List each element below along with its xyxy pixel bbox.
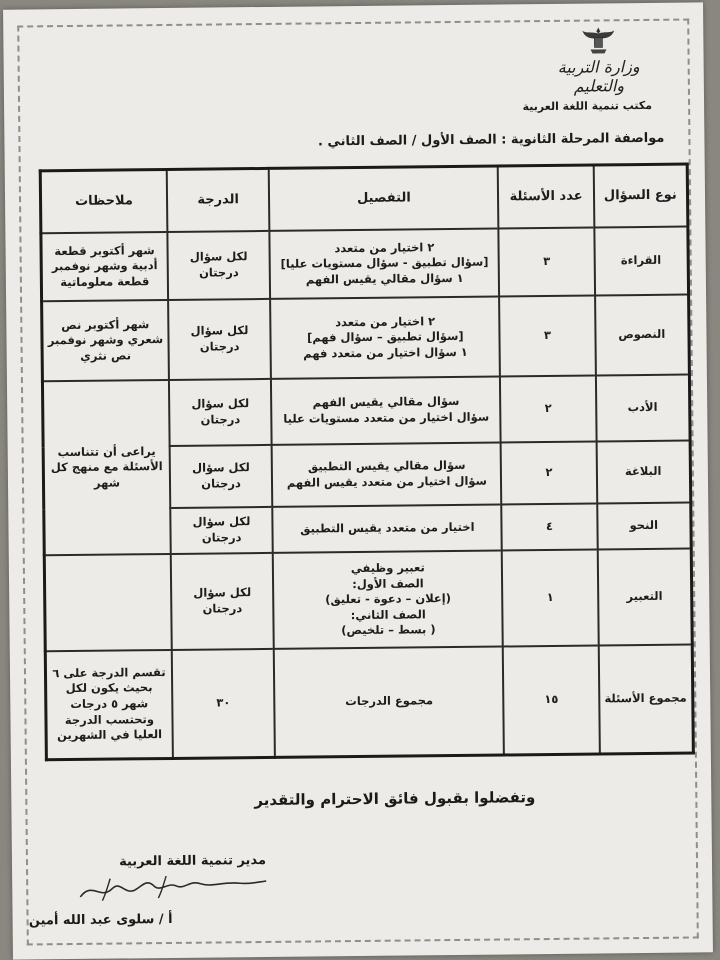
detail-line: [سؤال تطبيق - سؤال مستويات عليا] xyxy=(280,254,489,272)
detail-line: ١ سؤال مقالي يقيس الفهم xyxy=(305,270,464,287)
question-type: التعبير xyxy=(597,549,692,646)
table-row xyxy=(41,227,689,302)
grade: لكل سؤال درجتان xyxy=(170,445,273,508)
question-detail xyxy=(270,229,500,299)
detail-line: [سؤال تطبيق – سؤال فهم] xyxy=(306,329,464,345)
detail-line: ( بسط – تلخيص) xyxy=(341,622,436,638)
document-page xyxy=(3,2,713,959)
question-type: النحو xyxy=(597,503,691,550)
closing-line: وتفضلوا بقبول فائق الاحترام والتقدير xyxy=(254,788,536,810)
grade: لكل سؤال درجتان xyxy=(171,553,274,650)
question-count: ١ xyxy=(502,549,598,646)
question-count: ٢ xyxy=(500,376,596,443)
ministry-header xyxy=(533,25,664,98)
header-question-count: عدد الأسئلة xyxy=(498,165,594,228)
table-row xyxy=(44,549,692,652)
detail-line: سؤال مقالي يقيس الفهم xyxy=(312,394,460,410)
header-question-type: نوع السؤال xyxy=(593,164,688,227)
detail-line: الصف الأول: xyxy=(352,576,424,591)
header-detail: التفصيل xyxy=(269,166,499,231)
handwritten-signature xyxy=(72,869,272,907)
table-header-row xyxy=(40,164,688,233)
spec-table xyxy=(39,163,695,761)
grade: ٣٠ xyxy=(172,649,276,758)
detail-line: اختيار من متعدد يقيس التطبيق xyxy=(300,520,475,536)
question-type: مجموع الأسئلة xyxy=(598,645,693,754)
question-detail xyxy=(273,504,503,552)
notes: تقسم الدرجة على ٦ بحيث يكون لكل شهر ٥ درجات وتحتسب الدرجة العليا في الشهرين xyxy=(45,650,173,759)
question-count: ٢ xyxy=(501,442,597,505)
detail-line: سؤال مقالي يقيس التطبيق xyxy=(307,458,466,475)
detail-line: ٢ اختيار من متعدد xyxy=(335,313,436,329)
table-row xyxy=(42,375,690,448)
director-name: أ / سلوى عبد الله أمين xyxy=(28,911,173,929)
office-name: مكتب تنمية اللغة العربية xyxy=(522,98,653,114)
grade: لكل سؤال درجتان xyxy=(168,299,271,380)
notes: شهر أكتوبر نص شعري وشهر نوفمبر نص نثري xyxy=(42,300,169,381)
question-detail xyxy=(272,442,502,506)
detail-line: ١ سؤال اختيار من متعدد فهم xyxy=(303,344,468,361)
header-notes: ملاحظات xyxy=(40,169,167,233)
question-count: ٣ xyxy=(500,296,596,377)
grade: لكل سؤال درجتان xyxy=(169,379,272,446)
document-subtitle: مواصفة المرحلة الثانوية : الصف الأول / الصف الثاني . xyxy=(317,130,665,150)
question-type: البلاغة xyxy=(596,441,691,504)
detail-line: مجموع الدرجات xyxy=(345,693,434,709)
notes: شهر أكتوبر قطعة أدبية وشهر نوفمبر قطعة معلوماتية xyxy=(41,232,168,301)
notes xyxy=(44,554,171,651)
table-row xyxy=(45,645,693,760)
detail-line: الصف الثاني: xyxy=(350,607,426,622)
notes: يراعى أن تتناسب الأسئلة مع منهج كل شهر xyxy=(42,380,170,555)
grade: لكل سؤال درجتان xyxy=(170,507,273,554)
question-type: النصوص xyxy=(595,295,690,376)
detail-line: سؤال اختيار من متعدد مستويات عليا xyxy=(283,409,490,426)
question-type: القراءة xyxy=(594,227,689,296)
table-row xyxy=(42,295,690,382)
question-detail xyxy=(270,297,500,379)
question-detail xyxy=(271,377,501,445)
detail-line: سؤال اختيار من متعدد يقيس الفهم xyxy=(286,473,487,490)
question-count: ٣ xyxy=(499,228,595,297)
detail-line: ٢ اختيار من متعدد xyxy=(334,239,435,255)
ministry-seal: وزارة التربية والتعليم xyxy=(557,57,640,96)
header-grade: الدرجة xyxy=(167,168,270,232)
grade: لكل سؤال درجتان xyxy=(167,231,270,300)
question-detail xyxy=(274,646,504,756)
director-title: مدير تنمية اللغة العربية xyxy=(118,852,267,870)
egypt-eagle-emblem-icon xyxy=(581,25,615,55)
detail-line: (إعلان – دعوة - تعليق) xyxy=(325,591,452,607)
question-type: الأدب xyxy=(596,375,691,442)
question-count: ٤ xyxy=(502,503,598,550)
detail-line: تعبير وظيفي xyxy=(350,560,425,576)
question-count: ١٥ xyxy=(503,645,599,754)
question-detail xyxy=(273,550,503,648)
